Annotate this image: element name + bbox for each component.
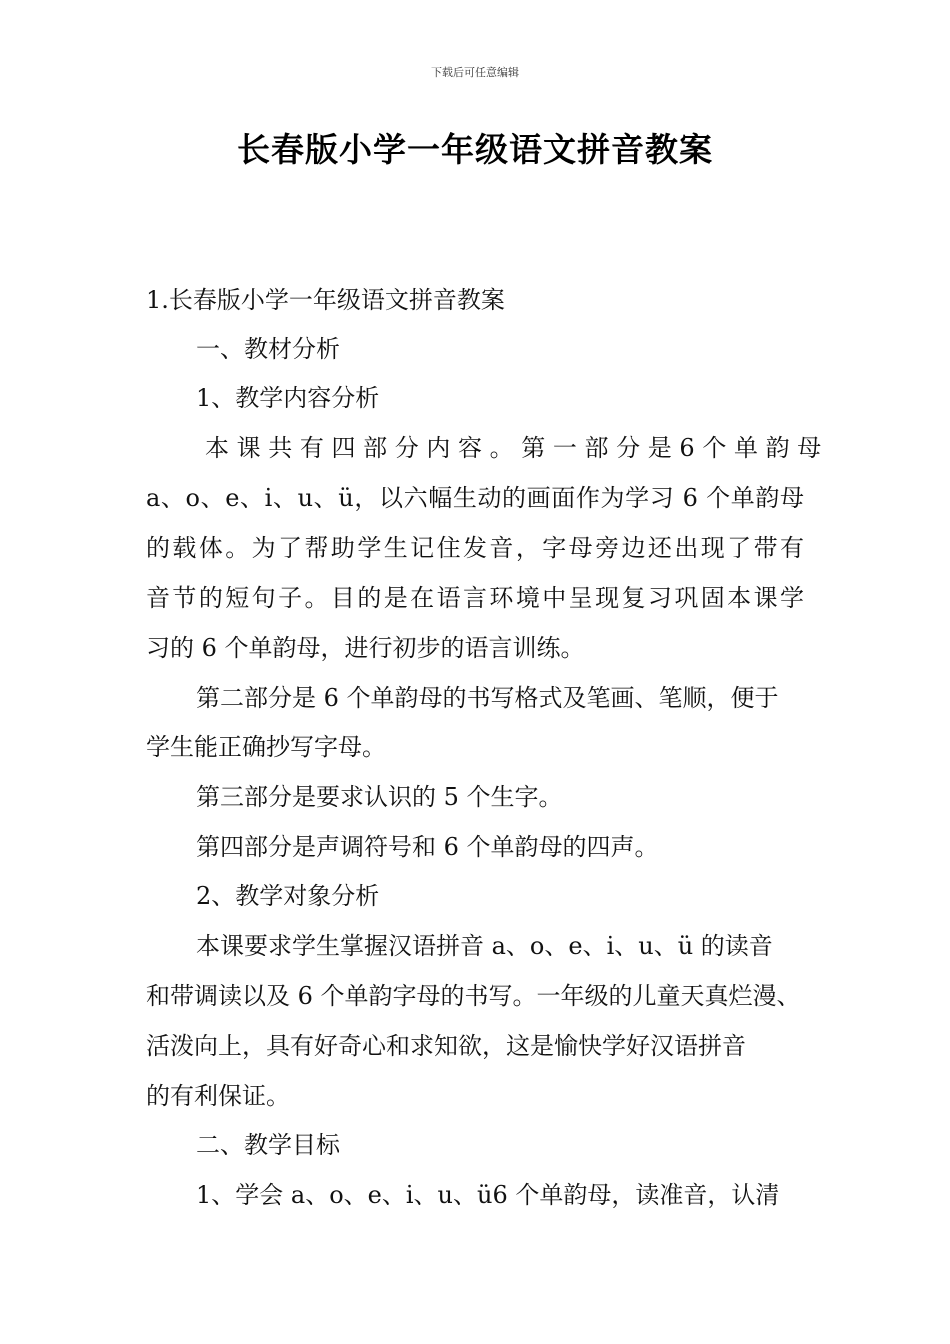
section-heading: 1.长春版小学一年级语文拼音教案 bbox=[146, 286, 505, 314]
section-heading: 一、教材分析 bbox=[196, 335, 340, 363]
paragraph-line: 习的 6 个单韵母，进行初步的语言训练。 bbox=[146, 634, 585, 662]
paragraph-line: a、o、e、i、u、ü，以六幅生动的画面作为学习 6 个单韵母 bbox=[146, 484, 804, 512]
paragraph-line: 第二部分是 6 个单韵母的书写格式及笔画、笔顺，便于 bbox=[196, 684, 779, 712]
paragraph-line: 本 课 共 有 四 部 分 内 容 。 第 一 部 分 是 6 个 单 韵 母 bbox=[205, 434, 822, 462]
paragraph-line: 1、学会 a、o、e、i、u、ü6 个单韵母，读准音，认清 bbox=[196, 1181, 780, 1209]
subsection-heading: 1、教学内容分析 bbox=[196, 384, 380, 412]
paragraph-line: 学生能正确抄写字母。 bbox=[146, 733, 386, 761]
paragraph-line: 活泼向上，具有好奇心和求知欲，这是愉快学好汉语拼音 bbox=[146, 1032, 746, 1060]
page-title: 长春版小学一年级语文拼音教案 bbox=[237, 130, 713, 169]
section-heading: 二、教学目标 bbox=[196, 1131, 340, 1159]
paragraph-line: 的有利保证。 bbox=[146, 1082, 290, 1110]
paragraph-line: 的载体。为了帮助学生记住发音，字母旁边还出现了带有 bbox=[146, 534, 804, 562]
header-note: 下载后可任意编辑 bbox=[431, 66, 519, 79]
paragraph-line: 本课要求学生掌握汉语拼音 a、o、e、i、u、ü 的读音 bbox=[196, 932, 773, 960]
paragraph-line: 和带调读以及 6 个单韵字母的书写。一年级的儿童天真烂漫、 bbox=[146, 982, 801, 1010]
paragraph-line: 第三部分是要求认识的 5 个生字。 bbox=[196, 783, 563, 811]
paragraph-line: 第四部分是声调符号和 6 个单韵母的四声。 bbox=[196, 833, 659, 861]
paragraph-line: 音节的短句子。目的是在语言环境中呈现复习巩固本课学 bbox=[146, 584, 804, 612]
subsection-heading: 2、教学对象分析 bbox=[196, 882, 380, 910]
